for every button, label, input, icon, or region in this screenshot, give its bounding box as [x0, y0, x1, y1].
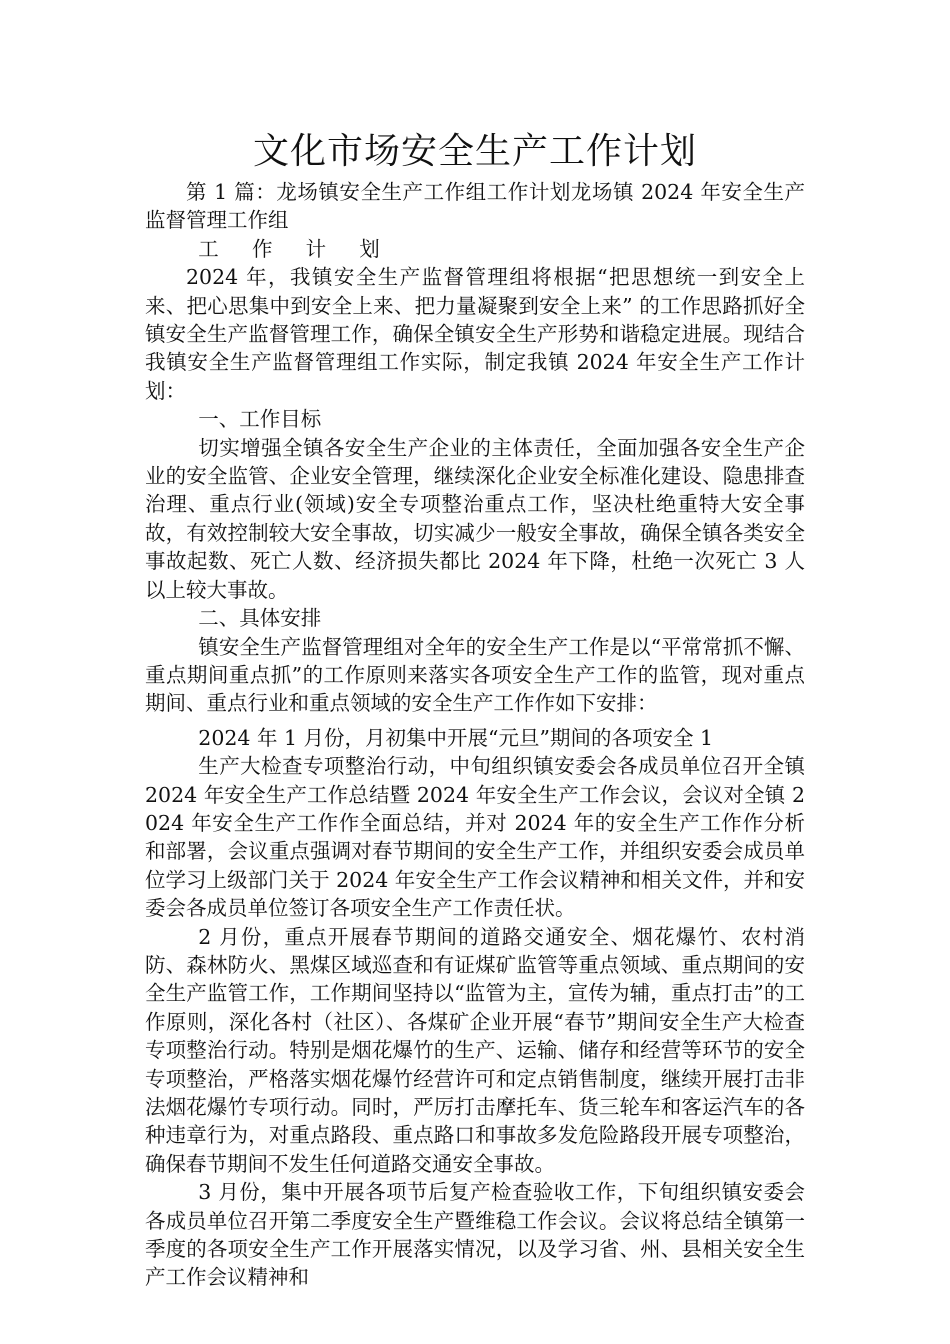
plan-heading: 工 作 计 划	[198, 236, 394, 261]
document-title: 文化市场安全生产工作计划	[252, 131, 697, 172]
document-subtitle: 第 1 篇：龙场镇安全生产工作组工作计划龙场镇 2024 年安全生产监督管理工作组	[145, 180, 805, 233]
january-line: 2024 年 1 月份，月初集中开展“元旦”期间的各项安全 1	[198, 725, 714, 750]
march-body: 3 月份，集中开展各项节后复产检查验收工作，下旬组织镇安委会各成员单位召开第二季度安全生产暨维稳工作会议。会议将总结全镇第一季度的各项安全生产工作开展落实情况，以及学习省、州、县相关安全生产工作会议精神和	[145, 1180, 805, 1290]
section-2-heading: 二、具体安排	[198, 606, 322, 631]
section-1-body: 切实增强全镇各安全生产企业的主体责任，全面加强各安全生产企业的安全监管、企业安全管理，继续深化企业安全标准化建设、隐患排查治理、重点行业(领域)安全专项整治重点工作，坚决杜绝重特大安全事故，有效控制较大安全事故，切实减少一般安全事故，确保全镇各类安全事故起数、死亡人数、经济损失都比 2024 年下降，杜绝一次死亡 3 人以上较大事故。	[145, 435, 805, 602]
section-1-heading: 一、工作目标	[198, 407, 322, 432]
section-2-body: 镇安全生产监督管理组对全年的安全生产工作是以“平常常抓不懈、重点期间重点抓”的工作原则来落实各项安全生产工作的监管，现对重点期间、重点行业和重点领域的安全生产工作作如下安排：	[145, 634, 805, 716]
document-page	[145, 128, 805, 1292]
february-body: 2 月份，重点开展春节期间的道路交通安全、烟花爆竹、农村消防、森林防火、黑煤区域巡查和有证煤矿监管等重点领域、重点期间的安全生产监管工作，工作期间坚持以“监管为主，宣传为辅，重点打击”的工作原则，深化各村（社区）、各煤矿企业开展“春节”期间安全生产大检查专项整治行动。特别是烟花爆竹的生产、运输、储存和经营等环节的安全专项整治，严格落实烟花爆竹经营许可和定点销售制度，继续开展打击非法烟花爆竹专项行动。同时，严厉打击摩托车、货三轮车和客运汽车的各种违章行为，对重点路段、重点路口和事故多发危险路段开展专项整治，确保春节期间不发生任何道路交通安全事故。	[145, 924, 805, 1176]
intro-paragraph: 2024 年，我镇安全生产监督管理组将根据“把思想统一到安全上来、把心思集中到安全上来、把力量凝聚到安全上来” 的工作思路抓好全镇安全生产监督管理工作，确保全镇安全生产形势和谐稳定进展。现结合我镇安全生产监督管理组工作实际，制定我镇 2024 年安全生产工作计划：	[145, 265, 805, 403]
january-body: 生产大检查专项整治行动，中旬组织镇安委会各成员单位召开全镇 2024 年安全生产工作总结暨 2024 年安全生产工作会议，会议对全镇 2024 年安全生产工作作全面总结，并对 2024 年的安全生产工作作分析和部署，会议重点强调对春节期间的安全生产工作，并组织安委会成员单位学习上级部门关于 2024 年安全生产工作会议精神和相关文件，并和安委会各成员单位签订各项安全生产工作责任状。	[145, 754, 805, 921]
